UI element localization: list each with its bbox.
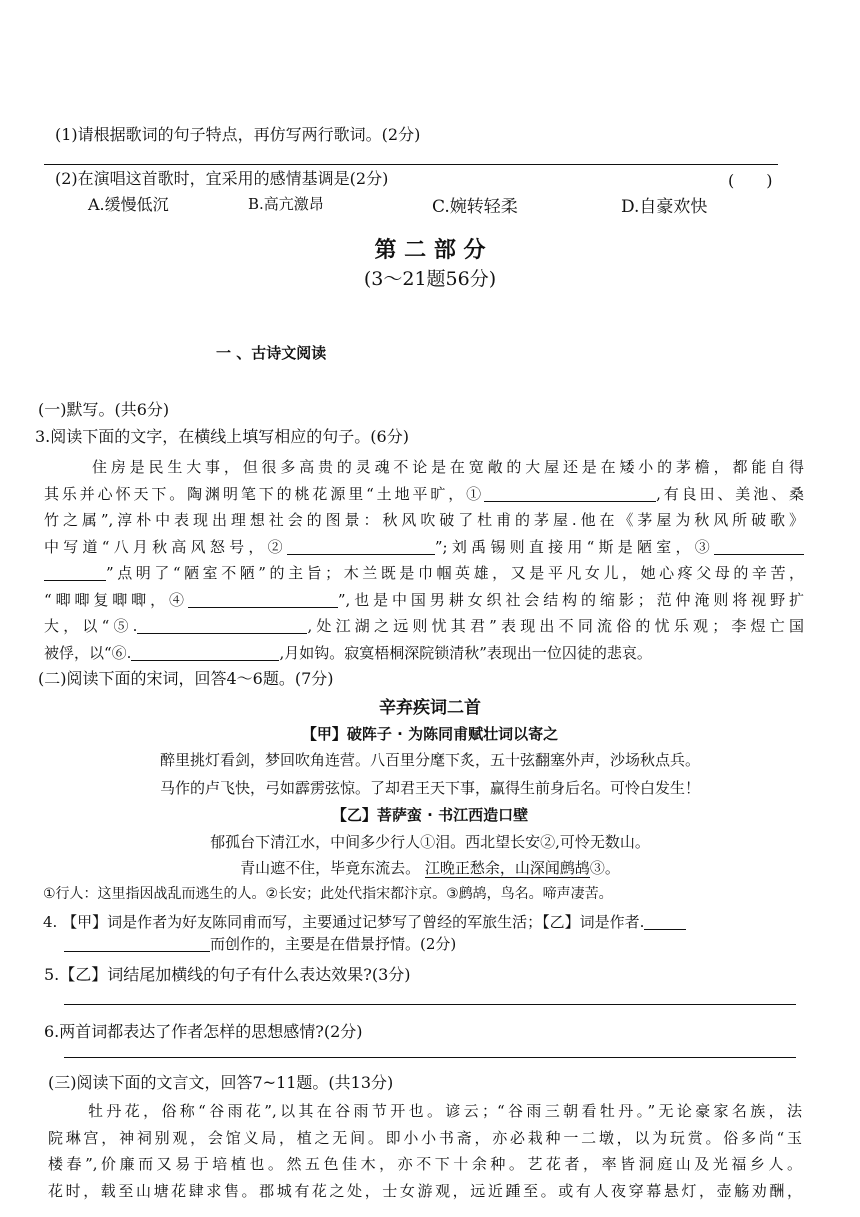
poem-jia-line: 醉里挑灯看剑，梦回吹角连营。八百里分麾下炙，五十弦翻塞外声，沙场秋点兵。	[159, 751, 700, 769]
question-3: 3.阅读下面的文字，在横线上填写相应的句子。(6分)	[35, 427, 409, 446]
answer-line[interactable]	[64, 1004, 796, 1005]
part-title: 第 二 部 分	[374, 238, 486, 263]
question-4: 4. 【甲】词是作者为好友陈同甫而写，主要通过记梦写了曾经的军旅生活；【乙】词是作者.	[43, 912, 686, 932]
poem-yi-title: 【乙】菩萨蛮 · 书江西造口壁	[331, 806, 529, 824]
passage-line: 住房是民生大事，但很多高贵的灵魂不论是在宽敞的大屋还是在矮小的茅檐，都能自得	[92, 458, 804, 476]
poem-jia-title: 【甲】破阵子 · 为陈同甫赋壮词以寄之	[301, 725, 559, 743]
fill-blank[interactable]	[188, 591, 338, 608]
poem-jia-line: 马作的卢飞快，弓如霹雳弦惊。了却君王天下事，赢得生前身后名。可怜白发生！	[159, 779, 700, 797]
option-c: C.婉转轻柔	[432, 197, 518, 217]
section-title-ancient-poetry: 一 、古诗文阅读	[216, 344, 327, 362]
answer-line	[44, 164, 778, 165]
fill-blank[interactable]	[287, 538, 435, 555]
underlined-sentence: 江晚正愁余，山深闻鹧鸪	[424, 859, 590, 877]
passage-line: 牡丹花，俗称“谷雨花”,以其在谷雨节开也。谚云；“谷雨三朝看牡丹。”无论豪家名族，法	[88, 1102, 802, 1120]
question-5: 5.【乙】词结尾加横线的句子有什么表达效果?(3分)	[44, 965, 411, 984]
option-d: D.自豪欢快	[621, 197, 708, 217]
section-heading-dictation: (一)默写。(共6分)	[38, 400, 170, 419]
passage-line: ”点明了“陋室不陋”的主旨；木兰既是巾帼英雄，又是平凡女儿，她心疼父母的辛苦，	[44, 560, 804, 587]
fill-blank[interactable]	[484, 485, 656, 502]
question-6: 6.两首词都表达了作者怎样的思想感情?(2分)	[44, 1022, 363, 1041]
annotations: ①行人：这里指因战乱而逃生的人。②长安；此处代指宋都汴京。③鹧鸪，鸟名。啼声凄苦。	[43, 886, 613, 902]
passage-classical	[48, 1098, 802, 1204]
part-subtitle: (3～21题56分)	[363, 268, 497, 290]
passage-line: “唧唧复唧唧，④ ”,也是中国男耕女织社会结构的缩影；范仲淹则将视野扩	[44, 590, 804, 609]
passage-line: 楼春”,价廉而又易于培植也。然五色佳木，亦不下十余种。艺花者，率皆洞庭山及光福乡人。	[48, 1155, 802, 1173]
poem-yi-line: 郁孤台下清江水，中间多少行人①泪。西北望长安②,可怜无数山。	[210, 833, 650, 851]
q1-sub1: (1)请根据歌词的句子特点，再仿写两行歌词。(2分)	[55, 125, 421, 144]
answer-line[interactable]	[64, 1057, 796, 1058]
section-heading-classical-prose: (三)阅读下面的文言文，回答7~11题。(共13分)	[48, 1073, 394, 1092]
option-b: B.高亢激昂	[248, 195, 324, 213]
passage-line: 院琳宫，神祠别观，会馆义局，植之无间。即小小书斋，亦必栽种一二墩，以为玩赏。俗多尚“玉	[48, 1128, 802, 1147]
passage-line: 花时，载至山塘花肆求售。郡城有花之处，士女游观，远近踵至。或有人夜穿幕悬灯，壶觞劝酬，	[48, 1181, 802, 1200]
fill-blank[interactable]	[137, 617, 307, 634]
fill-blank[interactable]	[644, 913, 686, 930]
fill-blank[interactable]	[64, 935, 210, 952]
answer-bracket: ( )	[728, 171, 773, 190]
question-4-cont: 而创作的，主要是在借景抒情。(2分)	[64, 934, 456, 954]
passage-line: 中写道“八月秋高风怒号，② ”;刘禹锡则直接用“斯是陋室，③	[44, 534, 804, 561]
passage-line: 竹之属”,淳朴中表现出理想社会的图景：秋风吹破了杜甫的茅屋.他在《茅屋为秋风所破歌》	[44, 511, 804, 529]
passage-dictation	[44, 454, 804, 666]
fill-blank[interactable]	[714, 538, 804, 555]
passage-line: 大，以“⑤. ,处江湖之远则忧其君”表现出不同流俗的忧乐观；李煜亡国	[44, 617, 804, 635]
fill-blank[interactable]	[131, 644, 279, 661]
poem-yi-line: 青山遮不住，毕竟东流去。 江晚正愁余，山深闻鹧鸪③。	[240, 859, 620, 877]
option-a: A.缓慢低沉	[88, 195, 169, 214]
fill-blank[interactable]	[44, 564, 106, 581]
poem-title: 辛弃疾词二首	[379, 698, 481, 718]
section-heading-song-ci: (二)阅读下面的宋词，回答4～6题。(7分)	[38, 669, 334, 688]
passage-line: 其乐并心怀天下。陶渊明笔下的桃花源里“土地平旷，① ,有良田、美池、桑	[44, 484, 804, 503]
q1-sub2: (2)在演唱这首歌时，宜采用的感情基调是(2分)	[55, 169, 389, 188]
passage-line: 被俘，以“⑥. ,月如钩。寂寞梧桐深院锁清秋”表现出一位囚徒的悲哀。	[44, 643, 652, 662]
